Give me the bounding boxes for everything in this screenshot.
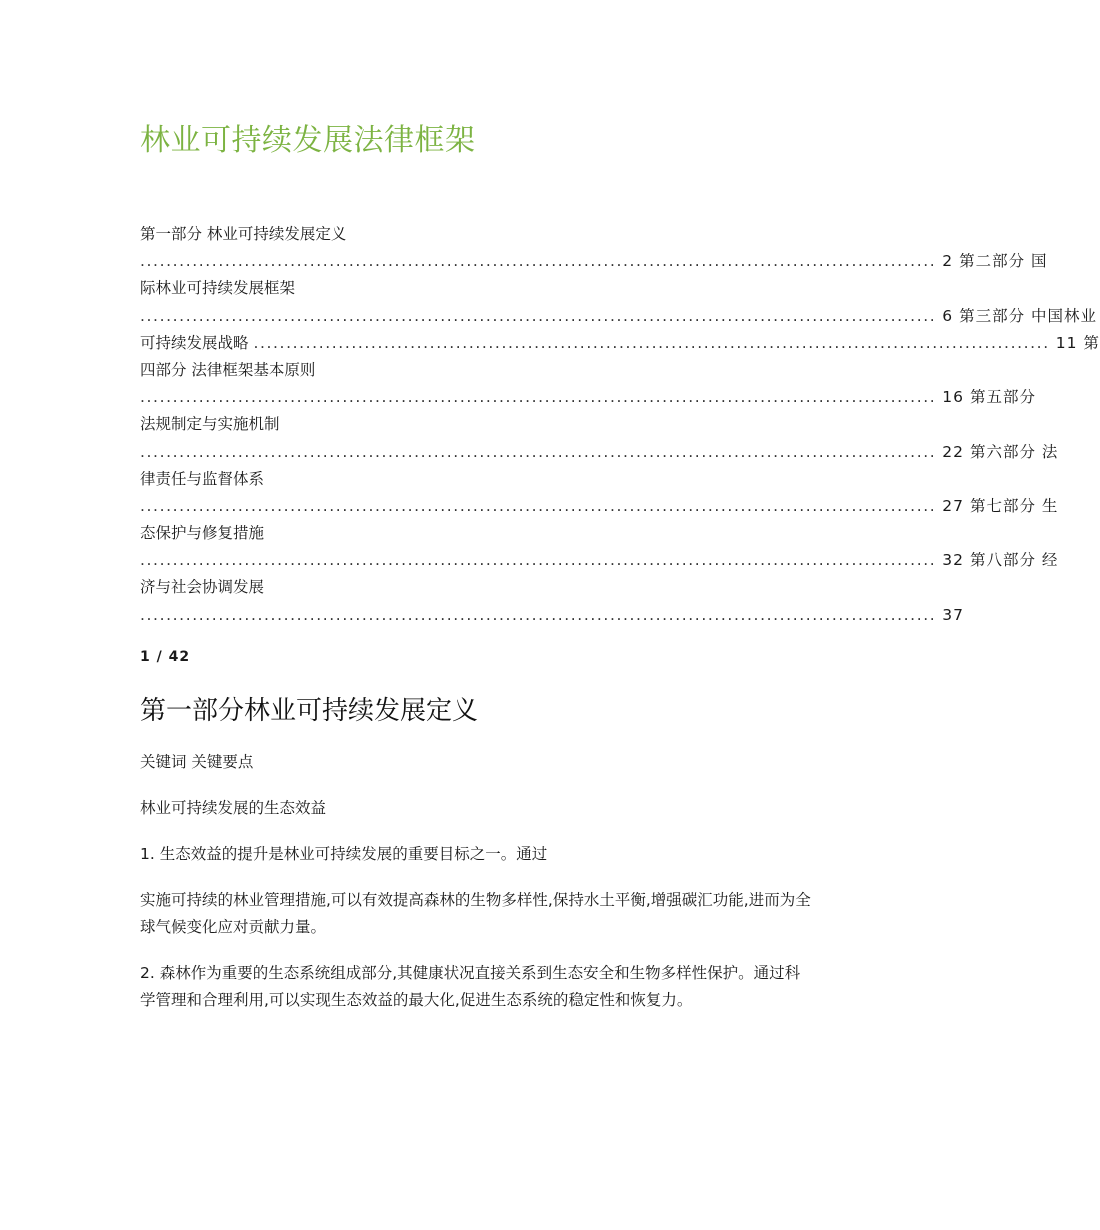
toc-text: 律责任与监督体系: [140, 469, 265, 488]
toc-text: 济与社会协调发展: [140, 578, 265, 597]
toc-text: 际林业可持续发展框架: [140, 279, 296, 298]
keywords-line: 关键词 关键要点: [140, 753, 254, 771]
toc-leader-dots: ..........................................................................................................................: [253, 333, 1050, 352]
toc-line: [140, 574, 812, 601]
toc-page-and-next-entry: 32 第八部分 经: [942, 551, 1059, 570]
toc-text: 态保护与修复措施: [140, 524, 265, 543]
toc-page-and-next-entry: 6 第三部分 中国林业: [942, 306, 1098, 325]
toc-line: [140, 303, 1098, 330]
document-title: 林业可持续发展法律框架: [140, 123, 476, 158]
body-paragraph: 1. 生态效益的提升是林业可持续发展的重要目标之一。通过: [140, 845, 548, 863]
toc-page-and-next-entry: 11 第: [1055, 333, 1100, 352]
body-paragraph: 2. 森林作为重要的生态系统组成部分,其健康状况直接关系到生态安全和生物多样性保护。通过科学管理和合理利用,可以实现生态效益的最大化,促进生态系统的稳定性和恢复力。: [140, 964, 801, 1009]
toc-line: [140, 384, 1036, 411]
toc-page-and-next-entry: 16 第五部分: [942, 388, 1036, 407]
table-of-contents: [140, 221, 1100, 629]
toc-line: [140, 466, 812, 493]
toc-line: [140, 330, 1100, 357]
toc-line: [140, 602, 965, 629]
toc-line: [140, 547, 1059, 574]
toc-line: [140, 493, 1059, 520]
toc-line: [140, 248, 1048, 275]
toc-leader-dots: ..........................................................................................................................: [140, 306, 937, 325]
toc-leader-dots: ..........................................................................................................................: [140, 496, 937, 515]
page-indicator: 1 / 42: [140, 649, 191, 665]
toc-leader-dots: ..........................................................................................................................: [140, 252, 937, 271]
toc-text: 可持续发展战略: [140, 333, 254, 352]
toc-text: 法规制定与实施机制: [140, 415, 280, 434]
toc-line: [140, 357, 812, 384]
toc-line: [140, 275, 812, 302]
toc-leader-dots: ..........................................................................................................................: [140, 551, 937, 570]
toc-leader-dots: ..........................................................................................................................: [140, 605, 937, 624]
toc-page-number: 37: [942, 605, 965, 624]
toc-page-and-next-entry: 2 第二部分 国: [942, 252, 1048, 271]
toc-line: [140, 411, 812, 438]
section-heading: 第一部分林业可持续发展定义: [140, 696, 479, 726]
subsection-title: 林业可持续发展的生态效益: [140, 799, 327, 817]
body-paragraph: 实施可持续的林业管理措施,可以有效提高森林的生物多样性,保持水土平衡,增强碳汇功能,进而为全球气候变化应对贡献力量。: [140, 891, 811, 936]
toc-text: 四部分 法律框架基本原则: [140, 360, 316, 379]
toc-page-and-next-entry: 22 第六部分 法: [942, 442, 1059, 461]
toc-leader-dots: ..........................................................................................................................: [140, 442, 937, 461]
toc-text: 第一部分 林业可持续发展定义: [140, 225, 347, 243]
toc-line: [140, 439, 1059, 466]
toc-leader-dots: ..........................................................................................................................: [140, 388, 937, 407]
toc-line: [140, 221, 812, 248]
toc-line: [140, 520, 812, 547]
toc-page-and-next-entry: 27 第七部分 生: [942, 496, 1059, 515]
